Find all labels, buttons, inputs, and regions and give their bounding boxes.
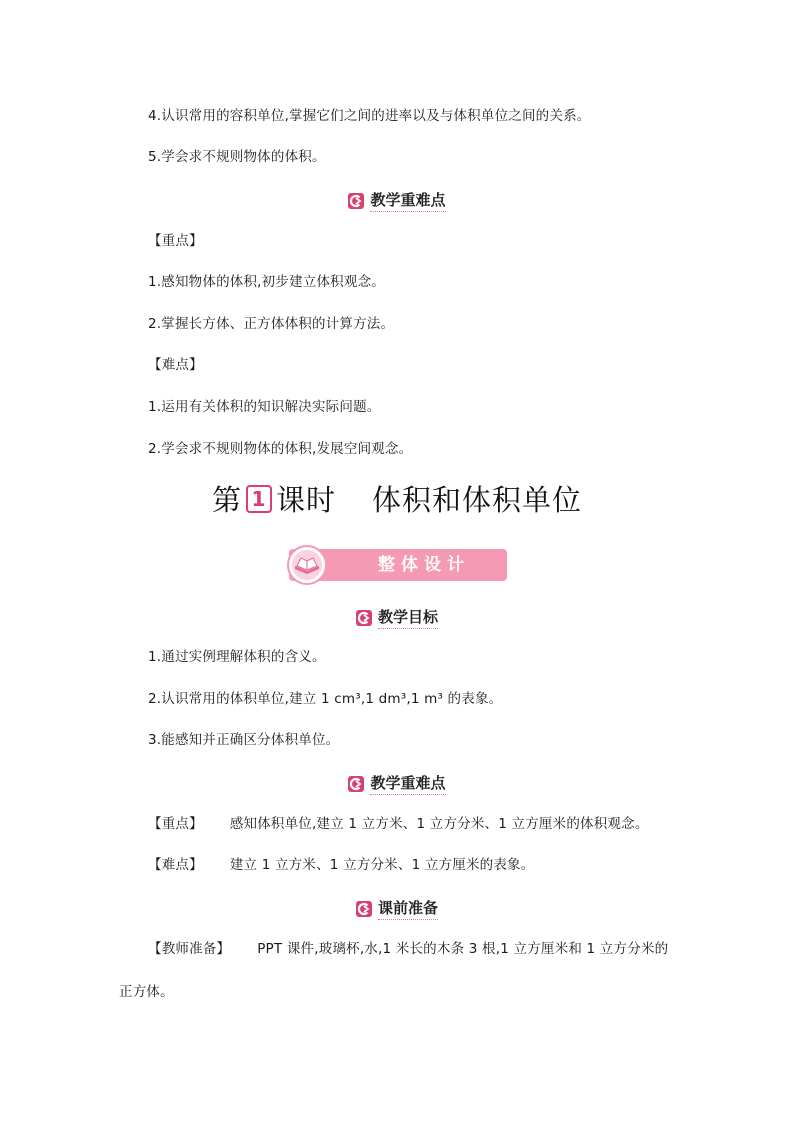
- overall-design-banner: [289, 549, 507, 581]
- section-header-prep: [0, 897, 794, 920]
- section-header-difficulty-1: [0, 189, 794, 212]
- goal-item: 2.认识常用的体积单位,建立 1 cm³,1 dm³,1 m³ 的表象。: [148, 691, 503, 707]
- teacher-prep-label: 【教师准备】: [148, 941, 231, 957]
- key-points-label: 【重点】: [148, 816, 203, 832]
- section-title: 教学重难点: [370, 772, 445, 795]
- key-points-row: [148, 815, 649, 833]
- section-arrow-icon: [348, 193, 364, 209]
- teacher-prep-text: PPT 课件,玻璃杯,水,1 米长的木条 3 根,1 立方厘米和 1 立方分米的: [257, 941, 669, 957]
- objective-item-4: 4.认识常用的容积单位,掌握它们之间的进率以及与体积单位之间的关系。: [148, 108, 591, 124]
- section-header-goals: [0, 606, 794, 629]
- section-title: 教学目标: [378, 606, 438, 629]
- objective-item-5: 5.学会求不规则物体的体积。: [148, 149, 326, 165]
- teacher-prep-continuation: 正方体。: [119, 984, 174, 1000]
- difficulties-label: 【难点】: [148, 357, 203, 373]
- section-header-difficulty-2: [0, 772, 794, 795]
- section-title: 教学重难点: [370, 189, 445, 212]
- lesson-prefix: 第: [211, 483, 242, 517]
- difficulty-item: 2.学会求不规则物体的体积,发展空间观念。: [148, 441, 413, 457]
- lesson-suffix: 课时: [275, 483, 336, 517]
- difficulties-text: 建立 1 立方米、1 立方分米、1 立方厘米的表象。: [229, 857, 535, 873]
- goal-item: 1.通过实例理解体积的含义。: [148, 649, 326, 665]
- section-arrow-icon: [348, 776, 364, 792]
- goal-item: 3.能感知并正确区分体积单位。: [148, 732, 340, 748]
- difficulty-item: 1.运用有关体积的知识解决实际问题。: [148, 399, 381, 415]
- section-title: 课前准备: [378, 897, 438, 920]
- book-emblem-icon: [285, 545, 329, 585]
- difficulties-label: 【难点】: [148, 857, 203, 873]
- key-points-text: 感知体积单位,建立 1 立方米、1 立方分米、1 立方厘米的体积观念。: [229, 816, 649, 832]
- section-arrow-icon: [356, 610, 372, 626]
- teacher-prep-row: [148, 940, 668, 958]
- section-arrow-icon: [356, 901, 372, 917]
- difficulties-row: [148, 856, 534, 874]
- key-point-item: 1.感知物体的体积,初步建立体积观念。: [148, 274, 385, 290]
- lesson-name: 体积和体积单位: [372, 483, 583, 517]
- key-points-label: 【重点】: [148, 233, 203, 249]
- key-point-item: 2.掌握长方体、正方体体积的计算方法。: [148, 316, 395, 332]
- lesson-number-badge: 1: [246, 485, 272, 513]
- lesson-title: [0, 478, 794, 519]
- banner-label: 整体设计: [378, 555, 470, 575]
